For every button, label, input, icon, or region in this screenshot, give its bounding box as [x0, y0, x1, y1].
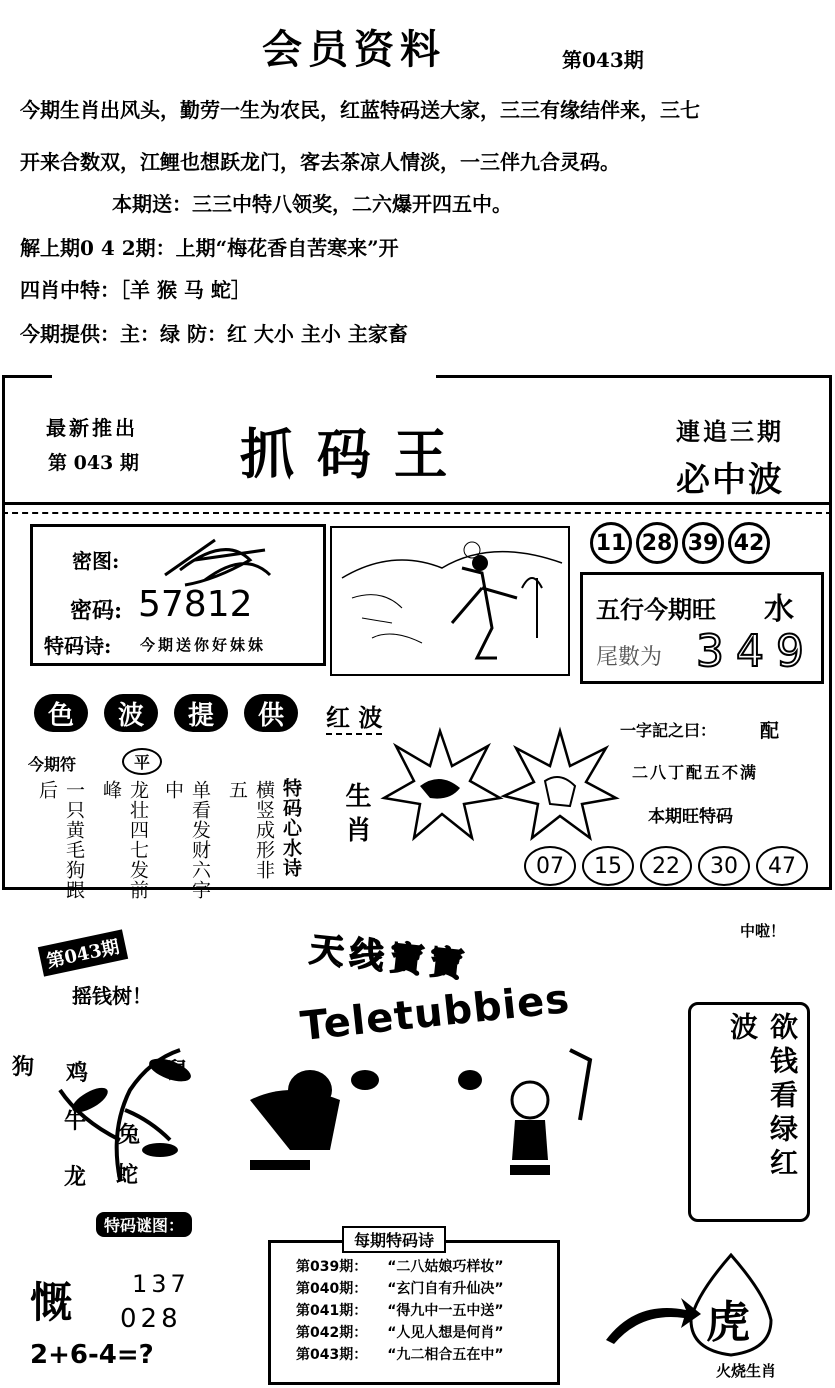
top-number: 42 [728, 522, 770, 564]
tail-label: 尾數为 [596, 645, 663, 670]
five-elements-label: 五行今期旺 [596, 595, 716, 624]
riddle-label: 今期符 [28, 755, 77, 774]
top-number: 39 [682, 522, 724, 564]
color-supply-pills [34, 694, 298, 732]
zodiac-hint: 二八丁配五不满 [632, 763, 759, 782]
zodiac-stars-icon [380, 726, 620, 846]
tiger-caption: 火烧生肖 [716, 1362, 777, 1380]
poem-row: 第039期： “二八姑娘巧样妆” [296, 1259, 504, 1275]
remember-value: 配 [760, 720, 780, 742]
secret-code-value: 57812 [138, 584, 253, 625]
hot-number: 22 [640, 846, 692, 886]
banner-issue: 第 043 期 [48, 452, 139, 474]
remember-label: 一字記之曰： [620, 721, 717, 740]
riddle-char: 慨 [30, 1278, 73, 1327]
poem-row: 第042期： “人见人想是何肖” [296, 1325, 504, 1341]
gift-line: 本期送：三三中特八领奖，二六爆开四五中。 [112, 192, 512, 216]
last-issue-line: 解上期0 4 2期：上期“梅花香自苦寒来”开 [20, 236, 399, 260]
top-number: 11 [590, 522, 632, 564]
poem-row: 第041期： “得九中一五中送” [296, 1303, 504, 1319]
frame-top-rule-right [436, 375, 832, 378]
baby-title: 天线寶寶 [307, 929, 472, 987]
poem-line-1: 今期生肖出风头，勤劳一生为农民，红蓝特码送大家，三三有缘结伴来，三七 [20, 98, 700, 122]
hot-number: 30 [698, 846, 750, 886]
issue-number: 第043期 [562, 48, 644, 72]
pill-char: 波 [104, 694, 158, 732]
frame-top-rule-left [2, 375, 52, 378]
tree-animal: 狗 [12, 1054, 35, 1080]
secret-poem-label: 特码诗: [44, 634, 112, 658]
riddle-column: 横竖成形非一五 [226, 780, 275, 900]
riddle-formula: 2+6-4=? [30, 1340, 154, 1370]
illustration-box [330, 526, 570, 676]
banner-big-title: 抓 码 王 [240, 422, 450, 486]
hot-label: 本期旺特码 [648, 807, 733, 827]
pill-char: 提 [174, 694, 228, 732]
banner-divider [2, 502, 832, 505]
tiger-char: 虎 [706, 1297, 750, 1348]
banner-divider-dashed [2, 512, 832, 514]
must-win-label: 必中波 [676, 460, 784, 500]
hot-number: 15 [582, 846, 634, 886]
secret-poem-value: 今期送你好妹妹 [140, 636, 267, 654]
poem-row: 第043期： “九二相合五在中” [296, 1347, 504, 1363]
riddle-column: 一只黄毛狗跟后 [36, 780, 85, 900]
poem-box-title: 每期特码诗 [342, 1226, 446, 1253]
chase-label: 連追三期 [676, 417, 784, 446]
hot-number: 47 [756, 846, 808, 886]
top-numbers [590, 522, 770, 564]
provide-line: 今期提供：主：绿 防：红 大小 主小 主家畜 [20, 322, 408, 346]
won-label: 中啦！ [740, 922, 786, 940]
riddle-side-title: 特码心水诗 [280, 778, 302, 878]
latest-label: 最新推出 [46, 416, 138, 440]
color-supply-value: 红 波 [326, 698, 382, 735]
zodiac-label: 生肖 [341, 782, 371, 850]
bottom-issue: 第043期 [38, 929, 128, 976]
scroll-text: 欲钱看绿红波 [726, 1012, 799, 1182]
tree-animal: 鸡 [66, 1060, 89, 1086]
pill-char: 色 [34, 694, 88, 732]
page-title: 会员资料 [262, 26, 446, 73]
tail-value: 349 [696, 626, 816, 677]
teletubbies-figures-icon [230, 1040, 610, 1190]
five-elements-value: 水 [764, 592, 794, 627]
hot-number: 07 [524, 846, 576, 886]
tree-animal: 龙 [64, 1164, 87, 1190]
riddle-numbers-2: 028 [120, 1304, 182, 1334]
poem-line-2: 开来合数双，江鲤也想跃龙门，客去茶凉人情淡，一三伴九合灵码。 [20, 150, 620, 174]
secret-code-label: 密码: [70, 598, 123, 624]
pill-char: 供 [244, 694, 298, 732]
riddle-tag: 平 [122, 748, 162, 775]
riddle-column: 单看发财六字中 [162, 780, 211, 900]
farmer-illustration-icon [332, 528, 568, 674]
teletubbies-logo: Teletubbies [298, 975, 573, 1051]
tree-animal: 牛 [64, 1108, 87, 1134]
riddle-title: 特码谜图： [96, 1212, 192, 1237]
tree-animal: 鼠 [166, 1058, 189, 1084]
secret-image-label: 密图: [72, 549, 120, 573]
hot-numbers [524, 846, 808, 886]
riddle-numbers-1: 137 [132, 1270, 190, 1298]
poem-history-list [296, 1256, 504, 1364]
top-number: 28 [636, 522, 678, 564]
money-tree-label: 摇钱树！ [72, 984, 152, 1008]
poem-row: 第040期： “玄门自有升仙决” [296, 1281, 504, 1297]
scribble-icon [155, 530, 275, 590]
tree-animal: 蛇 [116, 1162, 139, 1188]
tree-animal: 兔 [118, 1122, 141, 1148]
four-zodiac-line: 四肖中特：［羊 猴 马 蛇］ [20, 278, 251, 302]
riddle-column: 龙壮四七发前峰 [100, 780, 149, 900]
